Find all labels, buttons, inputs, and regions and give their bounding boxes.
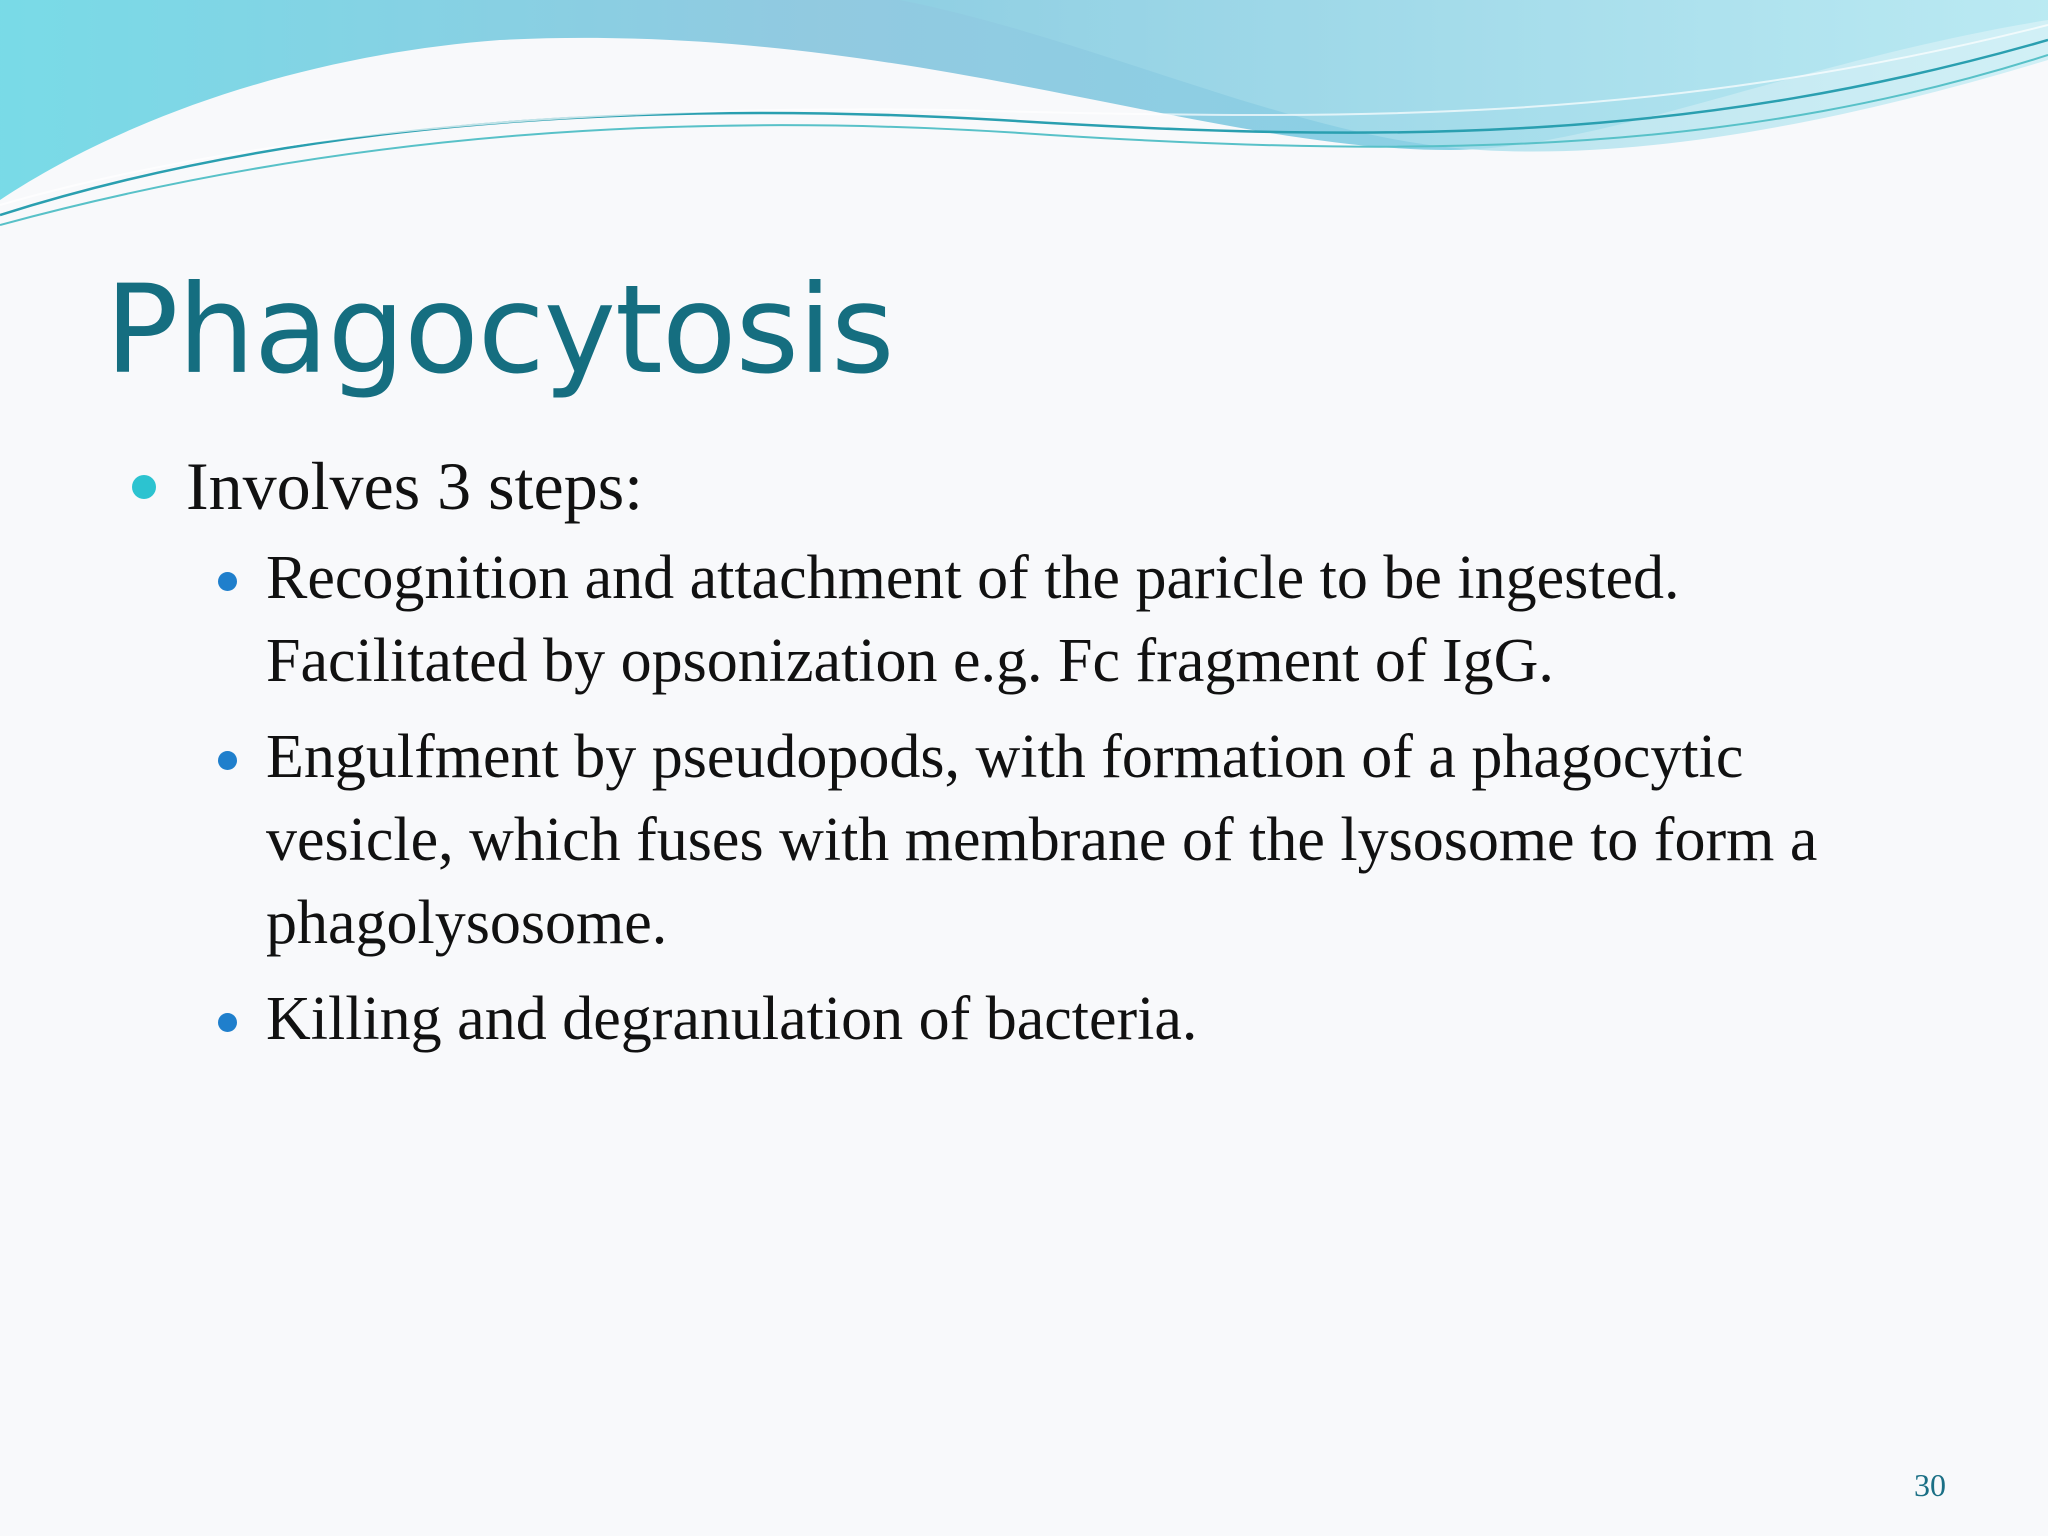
bullet-level1 xyxy=(128,445,1948,527)
slide-content xyxy=(128,445,1948,1061)
sub-bullet-text: Engulfment by pseudopods, with formation of a phagocytic vesicle, which fuses with membrane of the lysosome to form a phagolysosome. xyxy=(266,723,1818,957)
header-wave-decoration xyxy=(0,0,2048,240)
slide-title: Phagocytosis xyxy=(105,259,894,401)
sub-bullet-item xyxy=(212,537,1946,703)
sub-bullet-item xyxy=(212,716,1946,965)
sub-bullet-item xyxy=(212,978,1946,1061)
sub-bullet-dot-icon xyxy=(218,572,237,591)
sub-bullet-text: Recognition and attachment of the paricle to be ingested. Facilitated by opsonization e.g. Fc fragment of IgG. xyxy=(266,544,1680,695)
page-number: 30 xyxy=(1914,1467,1946,1503)
sub-bullet-list xyxy=(128,537,1948,1061)
sub-bullet-dot-icon xyxy=(218,1013,237,1032)
sub-bullet-dot-icon xyxy=(218,751,237,770)
sub-bullet-text: Killing and degranulation of bacteria. xyxy=(266,985,1198,1053)
bullet-text: Involves 3 steps: xyxy=(186,448,644,524)
bullet-dot-icon xyxy=(132,475,156,499)
